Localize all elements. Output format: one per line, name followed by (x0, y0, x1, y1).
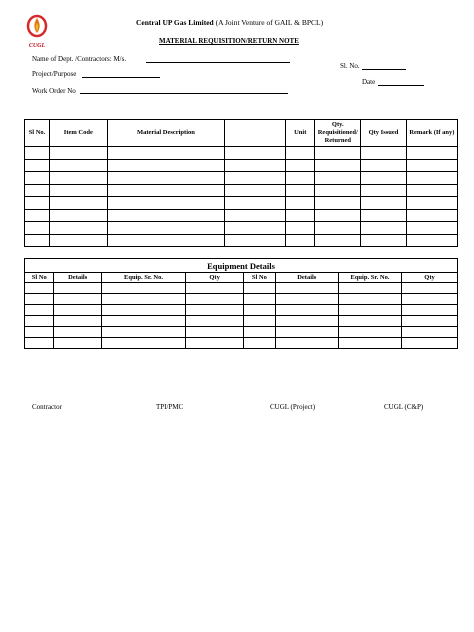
company-name: Central UP Gas Limited (136, 18, 214, 27)
material-row (25, 172, 458, 185)
equipment-cell[interactable] (402, 338, 458, 349)
material-cell[interactable] (225, 222, 286, 235)
material-cell[interactable] (225, 172, 286, 185)
material-cell[interactable] (315, 184, 361, 197)
equipment-cell[interactable] (338, 294, 401, 305)
material-row (25, 159, 458, 172)
equipment-cell[interactable] (244, 294, 276, 305)
equipment-cell[interactable] (402, 283, 458, 294)
material-cell[interactable] (286, 159, 315, 172)
material-cell[interactable] (50, 222, 108, 235)
material-cell[interactable] (107, 209, 224, 222)
equipment-row (25, 305, 458, 316)
equipment-cell[interactable] (101, 338, 185, 349)
material-row (25, 222, 458, 235)
material-cell[interactable] (107, 184, 224, 197)
material-cell[interactable] (361, 184, 407, 197)
equipment-row (25, 283, 458, 294)
equipment-title: Equipment Details (25, 259, 458, 273)
material-cell[interactable] (50, 197, 108, 210)
equipment-cell[interactable] (275, 283, 338, 294)
material-cell[interactable] (107, 222, 224, 235)
material-cell[interactable] (107, 159, 224, 172)
date-label: Date (362, 78, 376, 86)
material-row (25, 234, 458, 247)
dept-field[interactable] (146, 62, 290, 63)
company-header (136, 18, 323, 27)
material-cell[interactable] (315, 197, 361, 210)
material-cell[interactable] (406, 159, 457, 172)
material-cell[interactable] (315, 159, 361, 172)
material-cell[interactable] (361, 147, 407, 160)
material-cell[interactable] (25, 172, 50, 185)
equipment-cell[interactable] (338, 327, 401, 338)
material-cell[interactable] (25, 234, 50, 247)
equipment-header-cell: Qty (402, 273, 458, 283)
material-header-cell: Unit (286, 120, 315, 147)
material-cell[interactable] (286, 222, 315, 235)
equipment-row (25, 316, 458, 327)
material-cell[interactable] (406, 147, 457, 160)
material-cell[interactable] (406, 184, 457, 197)
equipment-header-cell: Equip. Sr. No. (338, 273, 401, 283)
equipment-cell[interactable] (244, 338, 276, 349)
equipment-header-cell: Sl No (25, 273, 54, 283)
material-cell[interactable] (225, 234, 286, 247)
equipment-cell[interactable] (186, 338, 244, 349)
signature-contractor: Contractor (32, 403, 62, 411)
document-title: MATERIAL REQUISITION/RETURN NOTE (159, 37, 299, 45)
equipment-cell[interactable] (244, 316, 276, 327)
equipment-cell[interactable] (25, 294, 54, 305)
material-cell[interactable] (286, 147, 315, 160)
equipment-cell[interactable] (402, 305, 458, 316)
material-cell[interactable] (406, 172, 457, 185)
equipment-cell[interactable] (186, 316, 244, 327)
material-cell[interactable] (225, 184, 286, 197)
material-cell[interactable] (225, 159, 286, 172)
material-cell[interactable] (107, 234, 224, 247)
material-cell[interactable] (315, 147, 361, 160)
material-cell[interactable] (406, 209, 457, 222)
material-cell[interactable] (315, 172, 361, 185)
material-cell[interactable] (315, 234, 361, 247)
equipment-row (25, 294, 458, 305)
material-cell[interactable] (225, 147, 286, 160)
sl-no-field[interactable] (362, 69, 406, 70)
material-cell[interactable] (315, 209, 361, 222)
equipment-cell[interactable] (54, 305, 101, 316)
signature-cugl-cp: CUGL (C&P) (384, 403, 424, 411)
material-header-row (25, 120, 458, 147)
material-cell[interactable] (25, 209, 50, 222)
equipment-cell[interactable] (275, 338, 338, 349)
equipment-cell[interactable] (275, 305, 338, 316)
material-cell[interactable] (50, 234, 108, 247)
equipment-cell[interactable] (338, 316, 401, 327)
material-header-cell: Qty. Requisitioned/ Returned (315, 120, 361, 147)
equipment-row (25, 338, 458, 349)
project-field[interactable] (82, 77, 160, 78)
equipment-cell[interactable] (244, 305, 276, 316)
equipment-cell[interactable] (402, 316, 458, 327)
material-row (25, 209, 458, 222)
material-cell[interactable] (286, 234, 315, 247)
material-row (25, 147, 458, 160)
equipment-cell[interactable] (338, 283, 401, 294)
equipment-cell[interactable] (25, 316, 54, 327)
equipment-header-row (25, 273, 458, 283)
material-cell[interactable] (25, 159, 50, 172)
material-cell[interactable] (25, 197, 50, 210)
equipment-cell[interactable] (338, 338, 401, 349)
equipment-cell[interactable] (244, 283, 276, 294)
material-cell[interactable] (286, 172, 315, 185)
work-order-label: Work Order No (32, 87, 76, 95)
material-cell[interactable] (25, 184, 50, 197)
material-cell[interactable] (361, 197, 407, 210)
material-cell[interactable] (50, 172, 108, 185)
material-cell[interactable] (286, 209, 315, 222)
equipment-cell[interactable] (338, 305, 401, 316)
material-cell[interactable] (361, 222, 407, 235)
equipment-row (25, 327, 458, 338)
equipment-header-cell: Details (275, 273, 338, 283)
equipment-cell[interactable] (275, 294, 338, 305)
equipment-cell[interactable] (101, 327, 185, 338)
equipment-cell[interactable] (101, 283, 185, 294)
equipment-cell[interactable] (101, 316, 185, 327)
material-cell[interactable] (225, 209, 286, 222)
equipment-cell[interactable] (25, 305, 54, 316)
equipment-cell[interactable] (54, 294, 101, 305)
dept-label: Name of Dept. /Contractors: M/s. (32, 55, 127, 63)
material-row (25, 197, 458, 210)
equipment-cell[interactable] (275, 316, 338, 327)
equipment-cell[interactable] (186, 327, 244, 338)
equipment-cell[interactable] (54, 338, 101, 349)
material-header-cell: Material Description (107, 120, 224, 147)
material-cell[interactable] (406, 234, 457, 247)
equipment-cell[interactable] (275, 327, 338, 338)
equipment-cell[interactable] (54, 316, 101, 327)
flame-icon (22, 14, 52, 38)
equipment-cell[interactable] (186, 294, 244, 305)
material-cell[interactable] (315, 222, 361, 235)
material-cell[interactable] (406, 197, 457, 210)
sl-no-label: Sl. No. (340, 62, 360, 70)
equipment-header-cell: Details (54, 273, 101, 283)
equipment-header-cell: Equip. Sr. No. (101, 273, 185, 283)
equipment-table (24, 258, 458, 349)
material-cell[interactable] (286, 184, 315, 197)
equipment-cell[interactable] (25, 327, 54, 338)
equipment-cell[interactable] (402, 327, 458, 338)
material-cell[interactable] (361, 172, 407, 185)
joint-venture-note: (A Joint Venture of GAIL & BPCL) (215, 18, 324, 27)
material-cell[interactable] (50, 209, 108, 222)
cugl-logo (22, 14, 52, 48)
material-cell[interactable] (107, 147, 224, 160)
equipment-cell[interactable] (25, 283, 54, 294)
material-cell[interactable] (50, 159, 108, 172)
equipment-cell[interactable] (54, 327, 101, 338)
material-header-cell: Item Code (50, 120, 108, 147)
equipment-cell[interactable] (101, 294, 185, 305)
material-cell[interactable] (361, 209, 407, 222)
signature-tpi-pmc: TPI/PMC (156, 403, 184, 411)
date-field[interactable] (378, 85, 424, 86)
material-header-cell: Sl No. (25, 120, 50, 147)
material-header-cell: Remark (If any) (406, 120, 457, 147)
material-cell[interactable] (361, 159, 407, 172)
material-cell[interactable] (25, 222, 50, 235)
material-header-cell (225, 120, 286, 147)
material-header-cell: Qty Issued (361, 120, 407, 147)
equipment-cell[interactable] (25, 338, 54, 349)
material-row (25, 184, 458, 197)
project-label: Project/Purpose (32, 70, 77, 78)
work-order-field[interactable] (80, 93, 288, 94)
equipment-cell[interactable] (186, 305, 244, 316)
material-cell[interactable] (50, 147, 108, 160)
material-cell[interactable] (361, 234, 407, 247)
material-cell[interactable] (107, 197, 224, 210)
logo-text: CUGL (28, 43, 46, 49)
equipment-cell[interactable] (186, 283, 244, 294)
equipment-cell[interactable] (244, 327, 276, 338)
material-cell[interactable] (107, 172, 224, 185)
equipment-cell[interactable] (101, 305, 185, 316)
equipment-cell[interactable] (402, 294, 458, 305)
material-cell[interactable] (50, 184, 108, 197)
material-cell[interactable] (406, 222, 457, 235)
equipment-cell[interactable] (54, 283, 101, 294)
material-cell[interactable] (286, 197, 315, 210)
material-cell[interactable] (25, 147, 50, 160)
signature-cugl-project: CUGL (Project) (270, 403, 316, 411)
material-cell[interactable] (225, 197, 286, 210)
material-table (24, 119, 458, 247)
equipment-header-cell: Sl No (244, 273, 276, 283)
equipment-header-cell: Qty (186, 273, 244, 283)
